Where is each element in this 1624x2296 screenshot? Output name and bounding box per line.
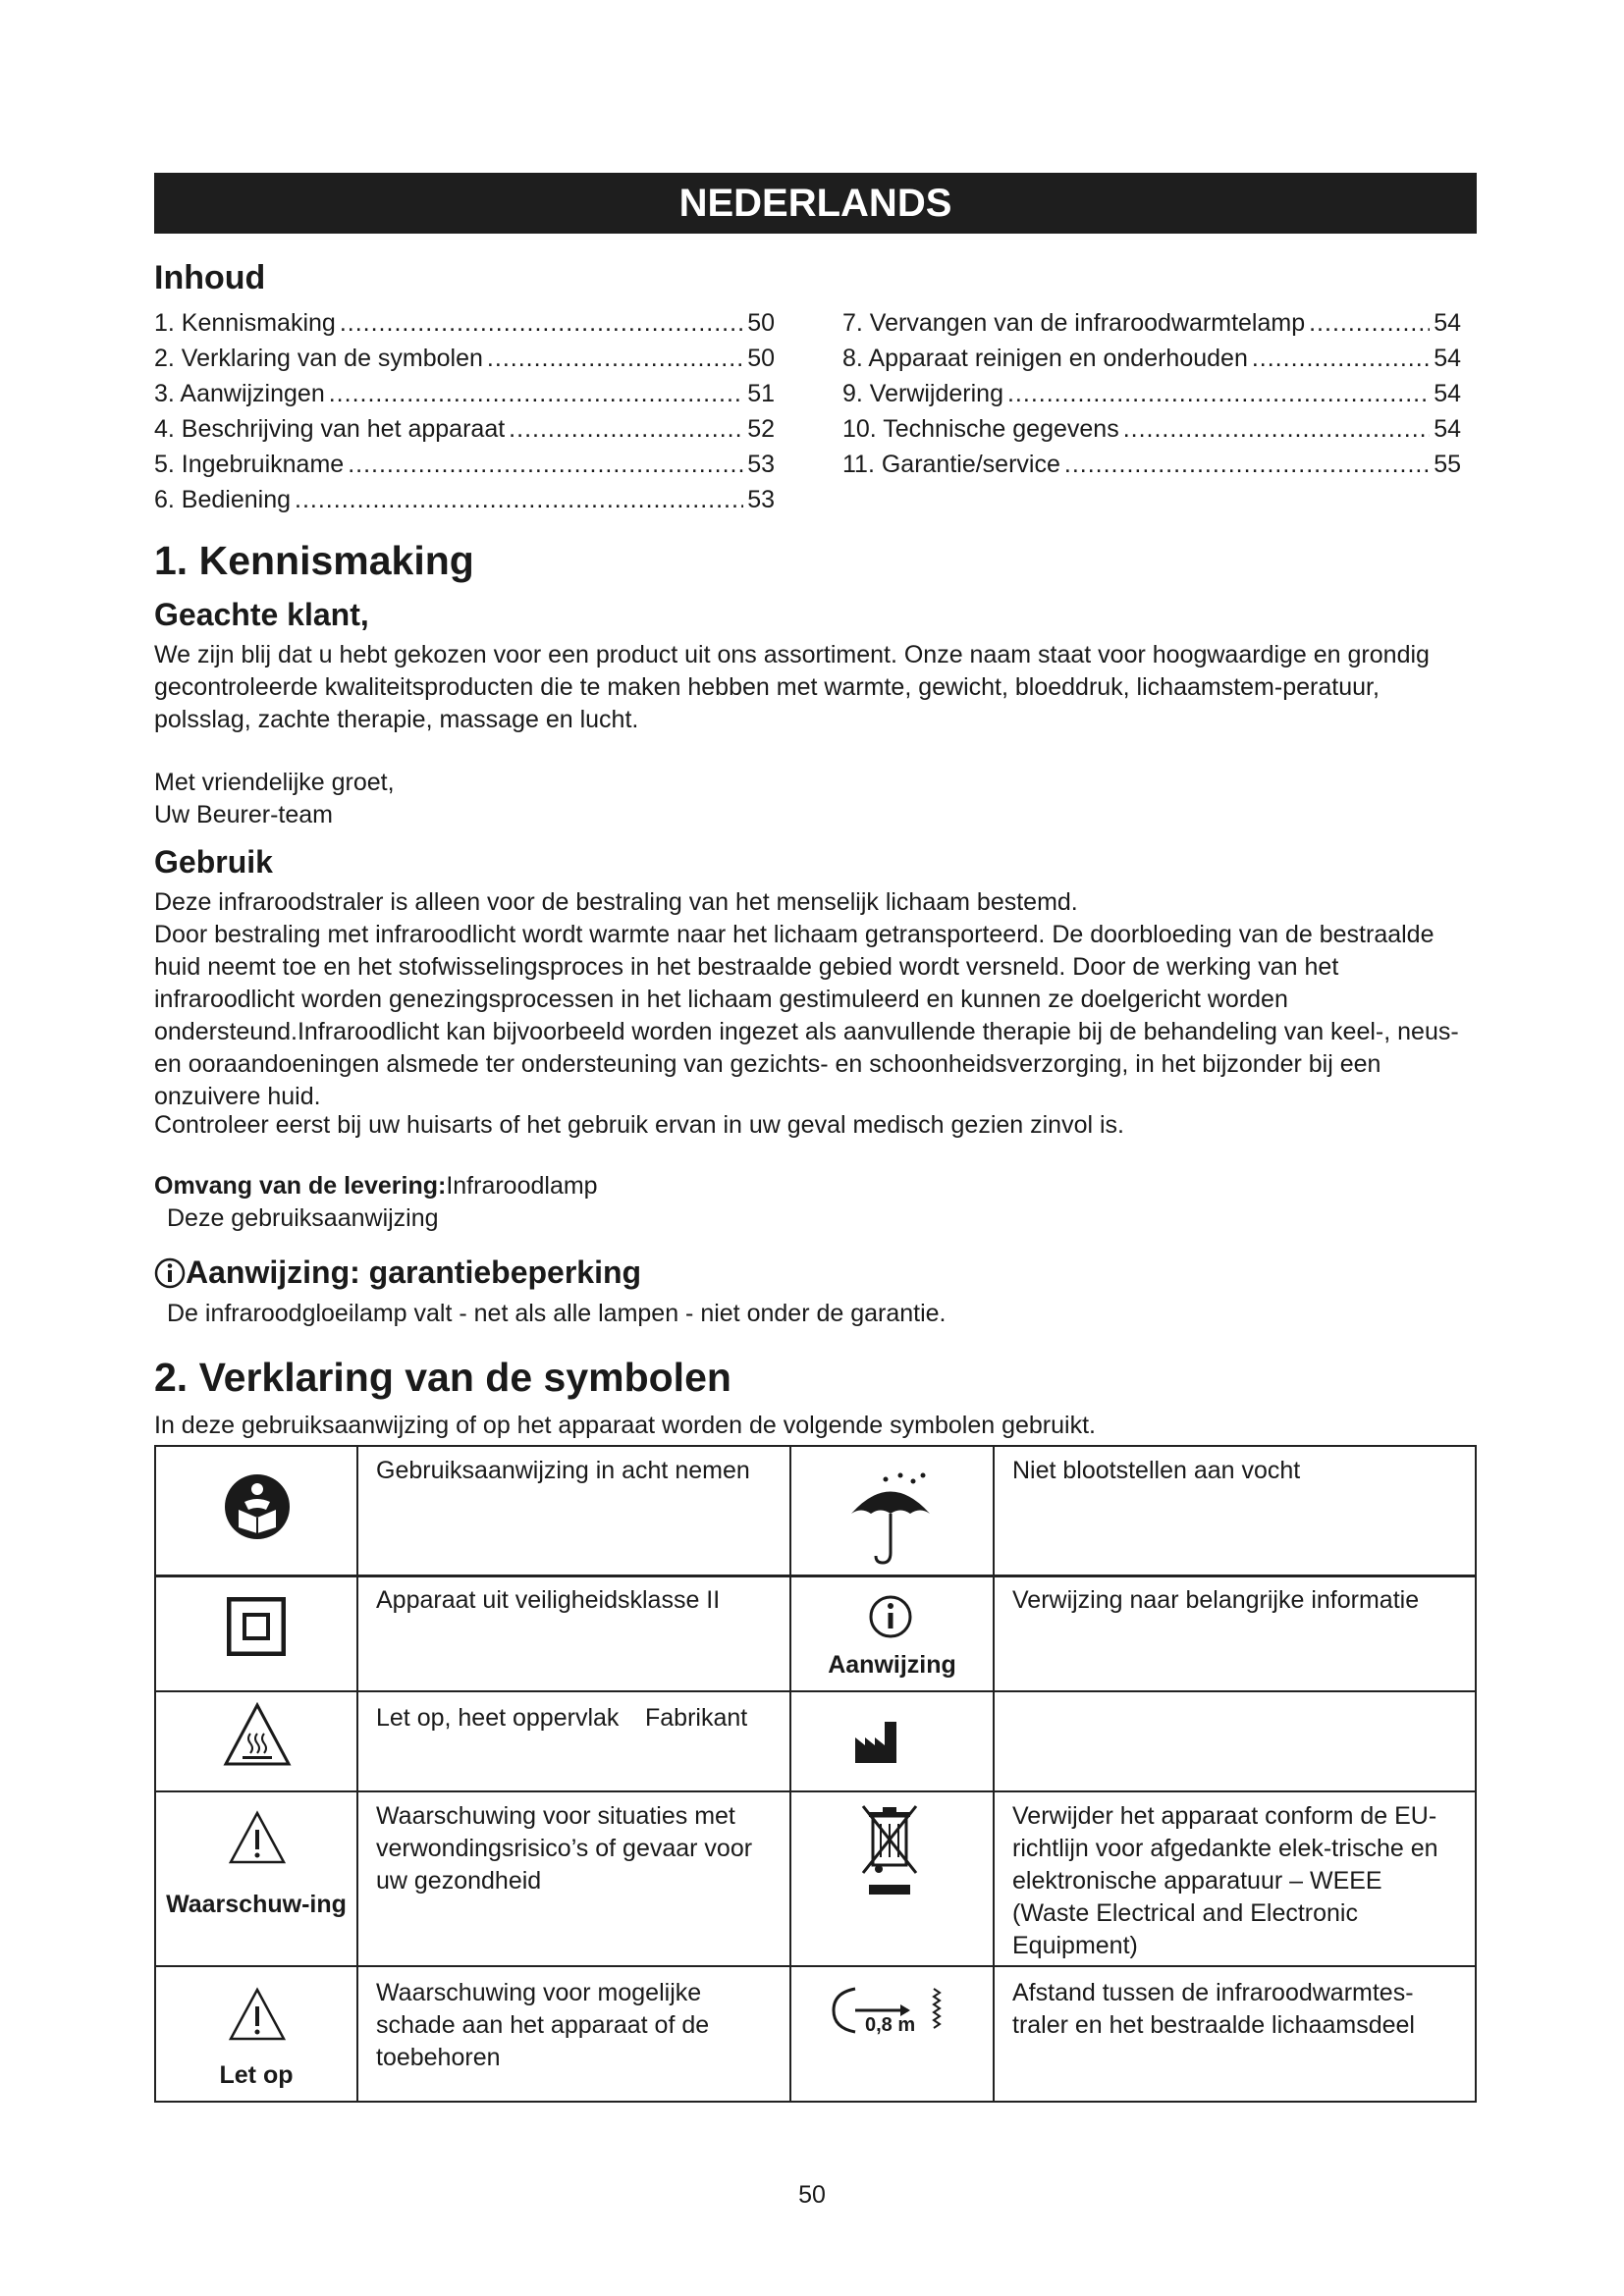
symbols-table xyxy=(154,1445,1477,2103)
info-icon xyxy=(868,1594,913,1644)
toc-right-column xyxy=(842,305,1461,482)
use-paragraph-2: Door bestraling met infraroodlicht wordt warmte naar het lichaam getransporteerd. De doorbloeding van de bestraalde huid neemt toe en het stofwisselingsproces in het bestraalde gebied wordt versneld. Door de werking van het infraroodlicht worden genezingsprocessen in het lichaam gestimuleerd en kunnen ze doelgericht worden ondersteund.Infraroodlicht kan bijvoorbeeld worden ingezet als aanvullende therapie bij de behandeling van keel-, neus- en ooraandoeningen alsmede ter ondersteuning van gezichts- en schoonheidsverzorging, in het bijzonder bij een onzuivere huid. xyxy=(154,921,1459,1110)
toc-item[interactable]: 3. Aanwijzingen ..... 51 xyxy=(154,376,775,411)
info-icon xyxy=(154,1257,186,1289)
class-ii-icon xyxy=(227,1597,286,1661)
toc-item[interactable]: 6. Bediening ..... 53 xyxy=(154,482,775,517)
page-number: 50 xyxy=(798,2181,826,2209)
symbol-description: Apparaat uit veiligheidsklasse II xyxy=(376,1586,721,1614)
toc-item[interactable]: 1. Kennismaking ..... 50 xyxy=(154,305,775,341)
toc-item[interactable]: 11. Garantie/service ..... 55 xyxy=(842,447,1461,482)
signature-line: Uw Beurer-team xyxy=(154,801,333,828)
read-manual-icon xyxy=(223,1472,292,1546)
delivery-line xyxy=(154,1170,598,1202)
toc-item[interactable]: 7. Vervangen van de infraroodwarmtelamp ..... 54 xyxy=(842,305,1461,341)
toc-item[interactable]: 4. Beschrijving van het apparaat ..... 52 xyxy=(154,411,775,447)
toc-heading: Inhoud xyxy=(154,259,266,296)
closing-line: Met vriendelijke groet, xyxy=(154,769,395,796)
weee-bin-icon xyxy=(859,1802,920,1901)
use-heading: Gebruik xyxy=(154,844,273,880)
language-banner: NEDERLANDS xyxy=(154,173,1477,234)
toc-item[interactable]: 10. Technische gegevens ..... 54 xyxy=(842,411,1461,447)
delivery-item: Infraroodlamp xyxy=(446,1172,598,1200)
section2-title: 2. Verklaring van de symbolen xyxy=(154,1355,731,1400)
section1-title: 1. Kennismaking xyxy=(154,538,474,583)
section2-intro: In deze gebruiksaanwijzing of op het apparaat worden de volgende symbolen gebruikt. xyxy=(154,1412,1096,1439)
symbol-label: Waarschuw-ing xyxy=(166,1891,347,1918)
toc-left-column xyxy=(154,305,775,517)
symbol-description: Gebruiksaanwijzing in acht nemen xyxy=(376,1457,750,1484)
symbol-description: Verwijzing naar belangrijke informatie xyxy=(1012,1586,1420,1614)
manufacturer-icon xyxy=(853,1718,902,1770)
use-paragraph-1: Deze infraroodstraler is alleen voor de bestraling van het menselijk lichaam bestemd. xyxy=(154,888,1078,916)
toc-item[interactable]: 9. Verwijdering ..... 54 xyxy=(842,376,1461,411)
toc-item[interactable]: 2. Verklaring van de symbolen ..... 50 xyxy=(154,341,775,376)
distance-icon xyxy=(832,1983,959,2044)
distance-label: 0,8 m xyxy=(865,2014,916,2036)
symbol-description: Fabrikant xyxy=(645,1704,748,1732)
symbol-description: Afstand tussen de infraroodwarmtes-traler en het bestraalde lichaamsdeel xyxy=(1012,1979,1415,2039)
umbrella-icon xyxy=(846,1469,935,1573)
hot-surface-icon xyxy=(223,1702,292,1772)
caution-icon xyxy=(228,1987,287,2047)
symbol-description: Niet blootstellen aan vocht xyxy=(1012,1457,1301,1484)
greeting-heading: Geachte klant, xyxy=(154,597,369,632)
delivery-item: Deze gebruiksaanwijzing xyxy=(167,1204,439,1232)
symbol-label: Aanwijzing xyxy=(828,1651,956,1679)
note-heading: Aanwijzing: garantiebeperking xyxy=(186,1255,642,1290)
note-text: De infraroodgloeilamp valt - net als alle lampen - niet onder de garantie. xyxy=(167,1300,947,1327)
symbol-description: Waarschuwing voor situaties met verwondingsrisico’s of gevaar voor uw gezondheid xyxy=(376,1802,753,1895)
warning-icon xyxy=(228,1810,287,1870)
note-heading-row xyxy=(154,1255,641,1291)
delivery-label: Omvang van de levering: xyxy=(154,1172,447,1200)
symbol-description: Waarschuwing voor mogelijke schade aan het apparaat of de toebehoren xyxy=(376,1979,710,2071)
toc-item[interactable]: 5. Ingebruikname ..... 53 xyxy=(154,447,775,482)
use-paragraph-3: Controleer eerst bij uw huisarts of het gebruik ervan in uw geval medisch gezien zinvol is. xyxy=(154,1111,1124,1139)
symbol-label: Let op xyxy=(219,2061,294,2089)
symbol-description: Verwijder het apparaat conform de EU-richtlijn voor afgedankte elek-trische en elektronische apparatuur – WEEE (Waste Electrical and Electronic Equipment) xyxy=(1012,1802,1438,1959)
intro-paragraph: We zijn blij dat u hebt gekozen voor een product uit ons assortiment. Onze naam staat voor hoogwaardige en grondig gecontroleerde kwaliteitsproducten die te maken hebben met warmte, gewicht, bloeddruk, lichaamstem-peratuur, polsslag, zachte therapie, massage en lucht. xyxy=(154,641,1430,733)
toc-item[interactable]: 8. Apparaat reinigen en onderhouden ..... 54 xyxy=(842,341,1461,376)
symbol-description: Let op, heet oppervlak xyxy=(376,1704,620,1732)
